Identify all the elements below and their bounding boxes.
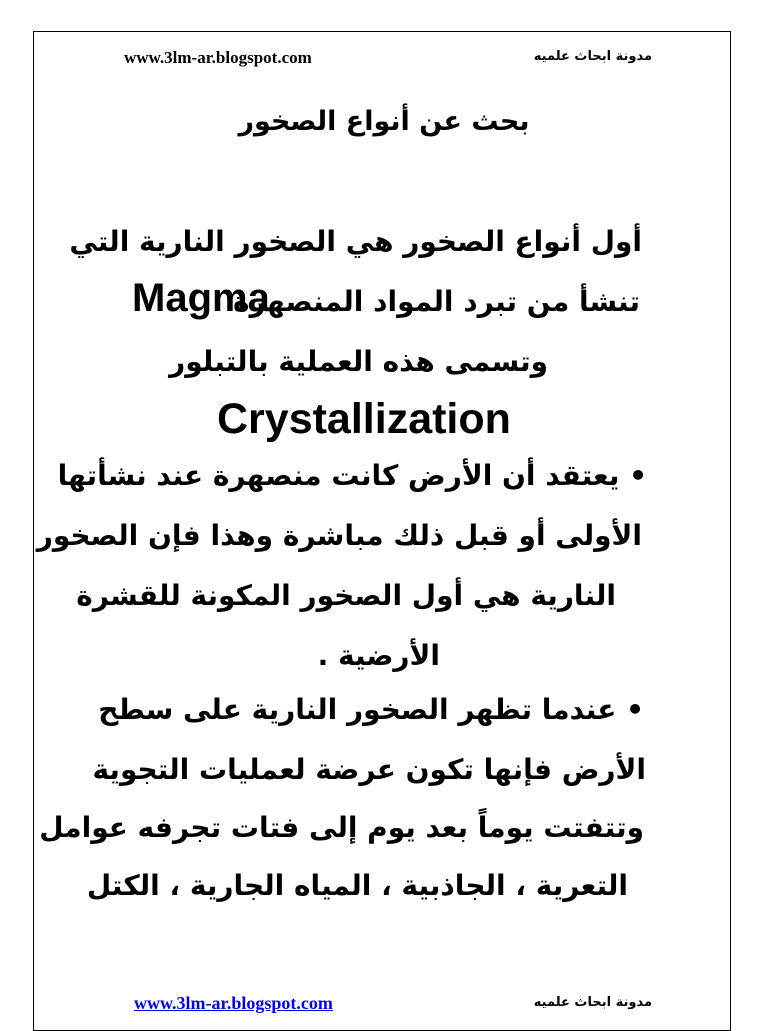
paragraph1-line4-latin: Crystallization: [217, 395, 511, 443]
bullet1-line4: الأرضية .: [317, 639, 440, 672]
bullet2-line4: التعرية ، الجاذبية ، المياه الجارية ، الكتل: [86, 869, 628, 902]
header-blog-name: مدونة ابحاث علميه: [533, 49, 652, 64]
paragraph1-line1: أول أنواع الصخور هي الصخور النارية التي: [69, 225, 642, 258]
bullet2-line3: وتتفتت يوماً بعد يوم إلى فتات تجرفه عوامل: [39, 811, 644, 844]
footer-blog-url-link[interactable]: www.3lm-ar.blogspot.com: [134, 993, 333, 1013]
bullet1-line1: • يعتقد أن الأرض كانت منصهرة عند نشأتها: [57, 459, 647, 492]
bullet2-line1: • عندما تظهر الصخور النارية على سطح: [98, 693, 644, 726]
bullet1-line2: الأولى أو قبل ذلك مباشرة وهذا فإن الصخور: [36, 519, 642, 552]
paragraph1-line3: وتسمى هذه العملية بالتبلور: [169, 345, 548, 378]
document-title: بحث عن أنواع الصخور: [238, 106, 530, 137]
paragraph1-line2-arabic: تنشأ من تبرد المواد المنصهرة: [233, 285, 640, 318]
header-blog-url: www.3lm-ar.blogspot.com: [124, 48, 312, 67]
bullet1-line3: النارية هي أول الصخور المكونة للقشرة: [76, 579, 616, 612]
footer-blog-name: مدونة ابحاث علميه: [533, 995, 652, 1010]
paragraph1-line2-latin: Magma: [132, 276, 270, 320]
bullet2-line2: الأرض فإنها تكون عرضة لعمليات التجوية: [92, 753, 646, 786]
